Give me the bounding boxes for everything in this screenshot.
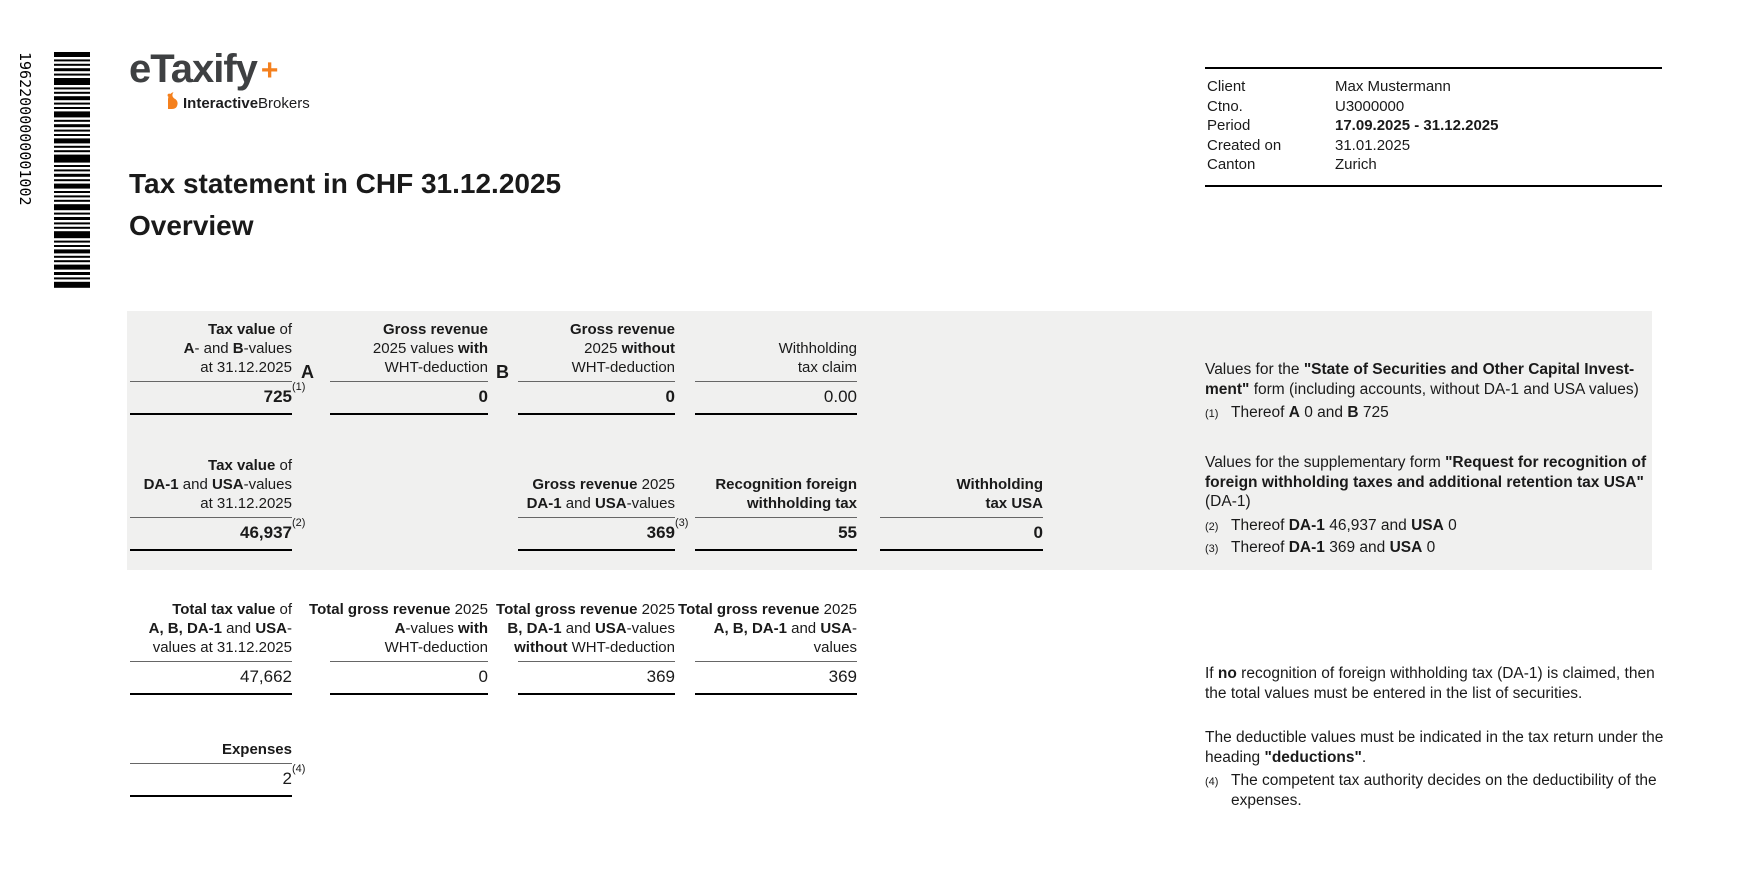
note-da1-form [1205, 453, 1675, 560]
block3-col4-value: 369 [695, 662, 857, 695]
block3-col3-header: Total gross revenue 2025 B, DA-1 and USA-values without WHT-deduction [518, 600, 675, 662]
footnote-3 [1205, 538, 1675, 560]
block2-col-tax-value-da1 [130, 456, 306, 551]
client-label: Client [1207, 78, 1246, 95]
block1-col4-value: 0.00 [695, 382, 857, 415]
block1-col2-value: 0 [330, 382, 488, 415]
block2-col4-header: Recognition foreign withholding tax [695, 456, 857, 518]
block1-col2-header: Gross revenue 2025 values with WHT-deduction [330, 320, 488, 382]
block2-col1-header: Tax value of DA-1 and USA-values at 31.12.2025 [130, 456, 292, 518]
canton-value: Zurich [1335, 156, 1377, 173]
plus-icon: + [260, 54, 278, 87]
block2-col-recognition-foreign [695, 456, 857, 551]
period-label: Period [1207, 117, 1251, 134]
barcode-icon [54, 52, 90, 288]
ctno-label: Ctno. [1207, 97, 1243, 115]
block1-col-withholding-claim [695, 320, 857, 415]
note-deductions [1205, 728, 1675, 810]
block2-col3-header: Gross revenue 2025 DA-1 and USA-values [518, 456, 675, 518]
page-subtitle: Overview [129, 210, 254, 241]
footnote-3-number: (3) [1205, 543, 1219, 555]
block3-col-total-gross-a [309, 600, 488, 695]
block3-col-total-tax-value [130, 600, 292, 695]
footnote-1-number: (1) [1205, 408, 1219, 420]
note-no-recognition [1205, 664, 1675, 703]
created-value: 31.01.2025 [1335, 136, 1411, 154]
footnote-4-number: (4) [1205, 776, 1219, 788]
created-row [1207, 136, 1662, 156]
block2-col5-header: Withholding tax USA [880, 456, 1043, 518]
client-value: Max Mustermann [1335, 78, 1451, 95]
block1-col1-value: 725 (1) [130, 382, 292, 415]
block1-col1-header: Tax value of A- and B-values at 31.12.2025 [130, 320, 292, 382]
note4-text: The deductible values must be indicated in the tax return under the heading "deductions". [1205, 729, 1664, 766]
barcode-number: 19622000000001002 [16, 52, 34, 206]
block3-col1-value: 47,662 [130, 662, 292, 695]
note-state-of-securities [1205, 360, 1675, 425]
expenses-block [130, 741, 306, 797]
label-b: B [496, 362, 509, 382]
interactivebrokers-text: InteractiveBrokers [183, 94, 310, 112]
ib-flame-icon [166, 92, 179, 114]
interactivebrokers-logo [166, 92, 310, 114]
label-a: A [301, 362, 314, 382]
footnote-4 [1205, 771, 1675, 810]
footnote-1-text: Thereof A 0 and B 725 [1231, 404, 1389, 421]
expenses-value: 2 (4) [130, 764, 292, 797]
note3-text: If no recognition of foreign withholding tax (DA-1) is claimed, then the total values must be entered in the list of securities. [1205, 665, 1655, 702]
footnote-2-number: (2) [1205, 520, 1219, 533]
client-info-box [1205, 67, 1662, 187]
block3-col4-header: Total gross revenue 2025 A, B, DA-1 and USA- values [695, 600, 857, 662]
expenses-header: Expenses [130, 742, 292, 764]
ctno-value: U3000000 [1335, 97, 1405, 115]
block3-col-total-gross-bda1 [496, 600, 675, 695]
block2-col5-value: 0 [880, 518, 1043, 551]
created-label: Created on [1207, 136, 1282, 154]
block2-col1-value: 46,937 (2) [130, 518, 292, 551]
block3-col2-header: Total gross revenue 2025 A-values with WHT-deduction [330, 600, 488, 662]
block3-col3-value: 369 [518, 662, 675, 695]
block2-col-gross-da1 [518, 456, 689, 551]
block1-col-gross-with-wht [330, 320, 488, 415]
ctno-row [1207, 97, 1662, 117]
period-value: 17.09.2025 - 31.12.2025 [1335, 117, 1499, 134]
note1-text: Values for the "State of Securities and Other Capital Invest-ment" form (including accounts, without DA-1 and USA values) [1205, 361, 1639, 398]
block1-col-tax-value [130, 320, 306, 415]
etaxify-logo [129, 48, 310, 114]
block2-col-withholding-usa [880, 456, 1043, 551]
block2-col4-value: 55 [695, 518, 857, 551]
footnote-4-text: The competent tax authority decides on the deductibility of the expenses. [1231, 772, 1657, 809]
note2-text: Values for the supplementary form "Request for recognition of foreign withholding taxes and additional retention tax USA" (DA-1) [1205, 454, 1647, 510]
block1-col4-header: Withholding tax claim [695, 320, 857, 382]
period-row [1207, 116, 1662, 136]
canton-row [1207, 155, 1662, 175]
block3-col-total-gross-all [678, 600, 857, 695]
canton-label: Canton [1207, 156, 1256, 173]
footnote-2 [1205, 516, 1675, 538]
etaxify-wordmark: eTaxify + [129, 47, 278, 91]
footnote-2-text: Thereof DA-1 46,937 and USA 0 [1231, 516, 1457, 534]
block1-col3-value: 0 [518, 382, 675, 415]
block1-col3-header: Gross revenue 2025 without WHT-deduction [518, 320, 675, 382]
block3-col2-value: 0 [330, 662, 488, 695]
block2-col3-value: 369 (3) [518, 518, 675, 551]
footnote-3-text: Thereof DA-1 369 and USA 0 [1231, 539, 1436, 556]
block3-col1-header: Total tax value of A, B, DA-1 and USA- values at 31.12.2025 [130, 600, 292, 662]
footnote-1 [1205, 403, 1675, 425]
client-row [1207, 77, 1662, 97]
block1-col-gross-without-wht [518, 320, 675, 415]
page-title: Tax statement in CHF 31.12.2025 [129, 168, 562, 199]
